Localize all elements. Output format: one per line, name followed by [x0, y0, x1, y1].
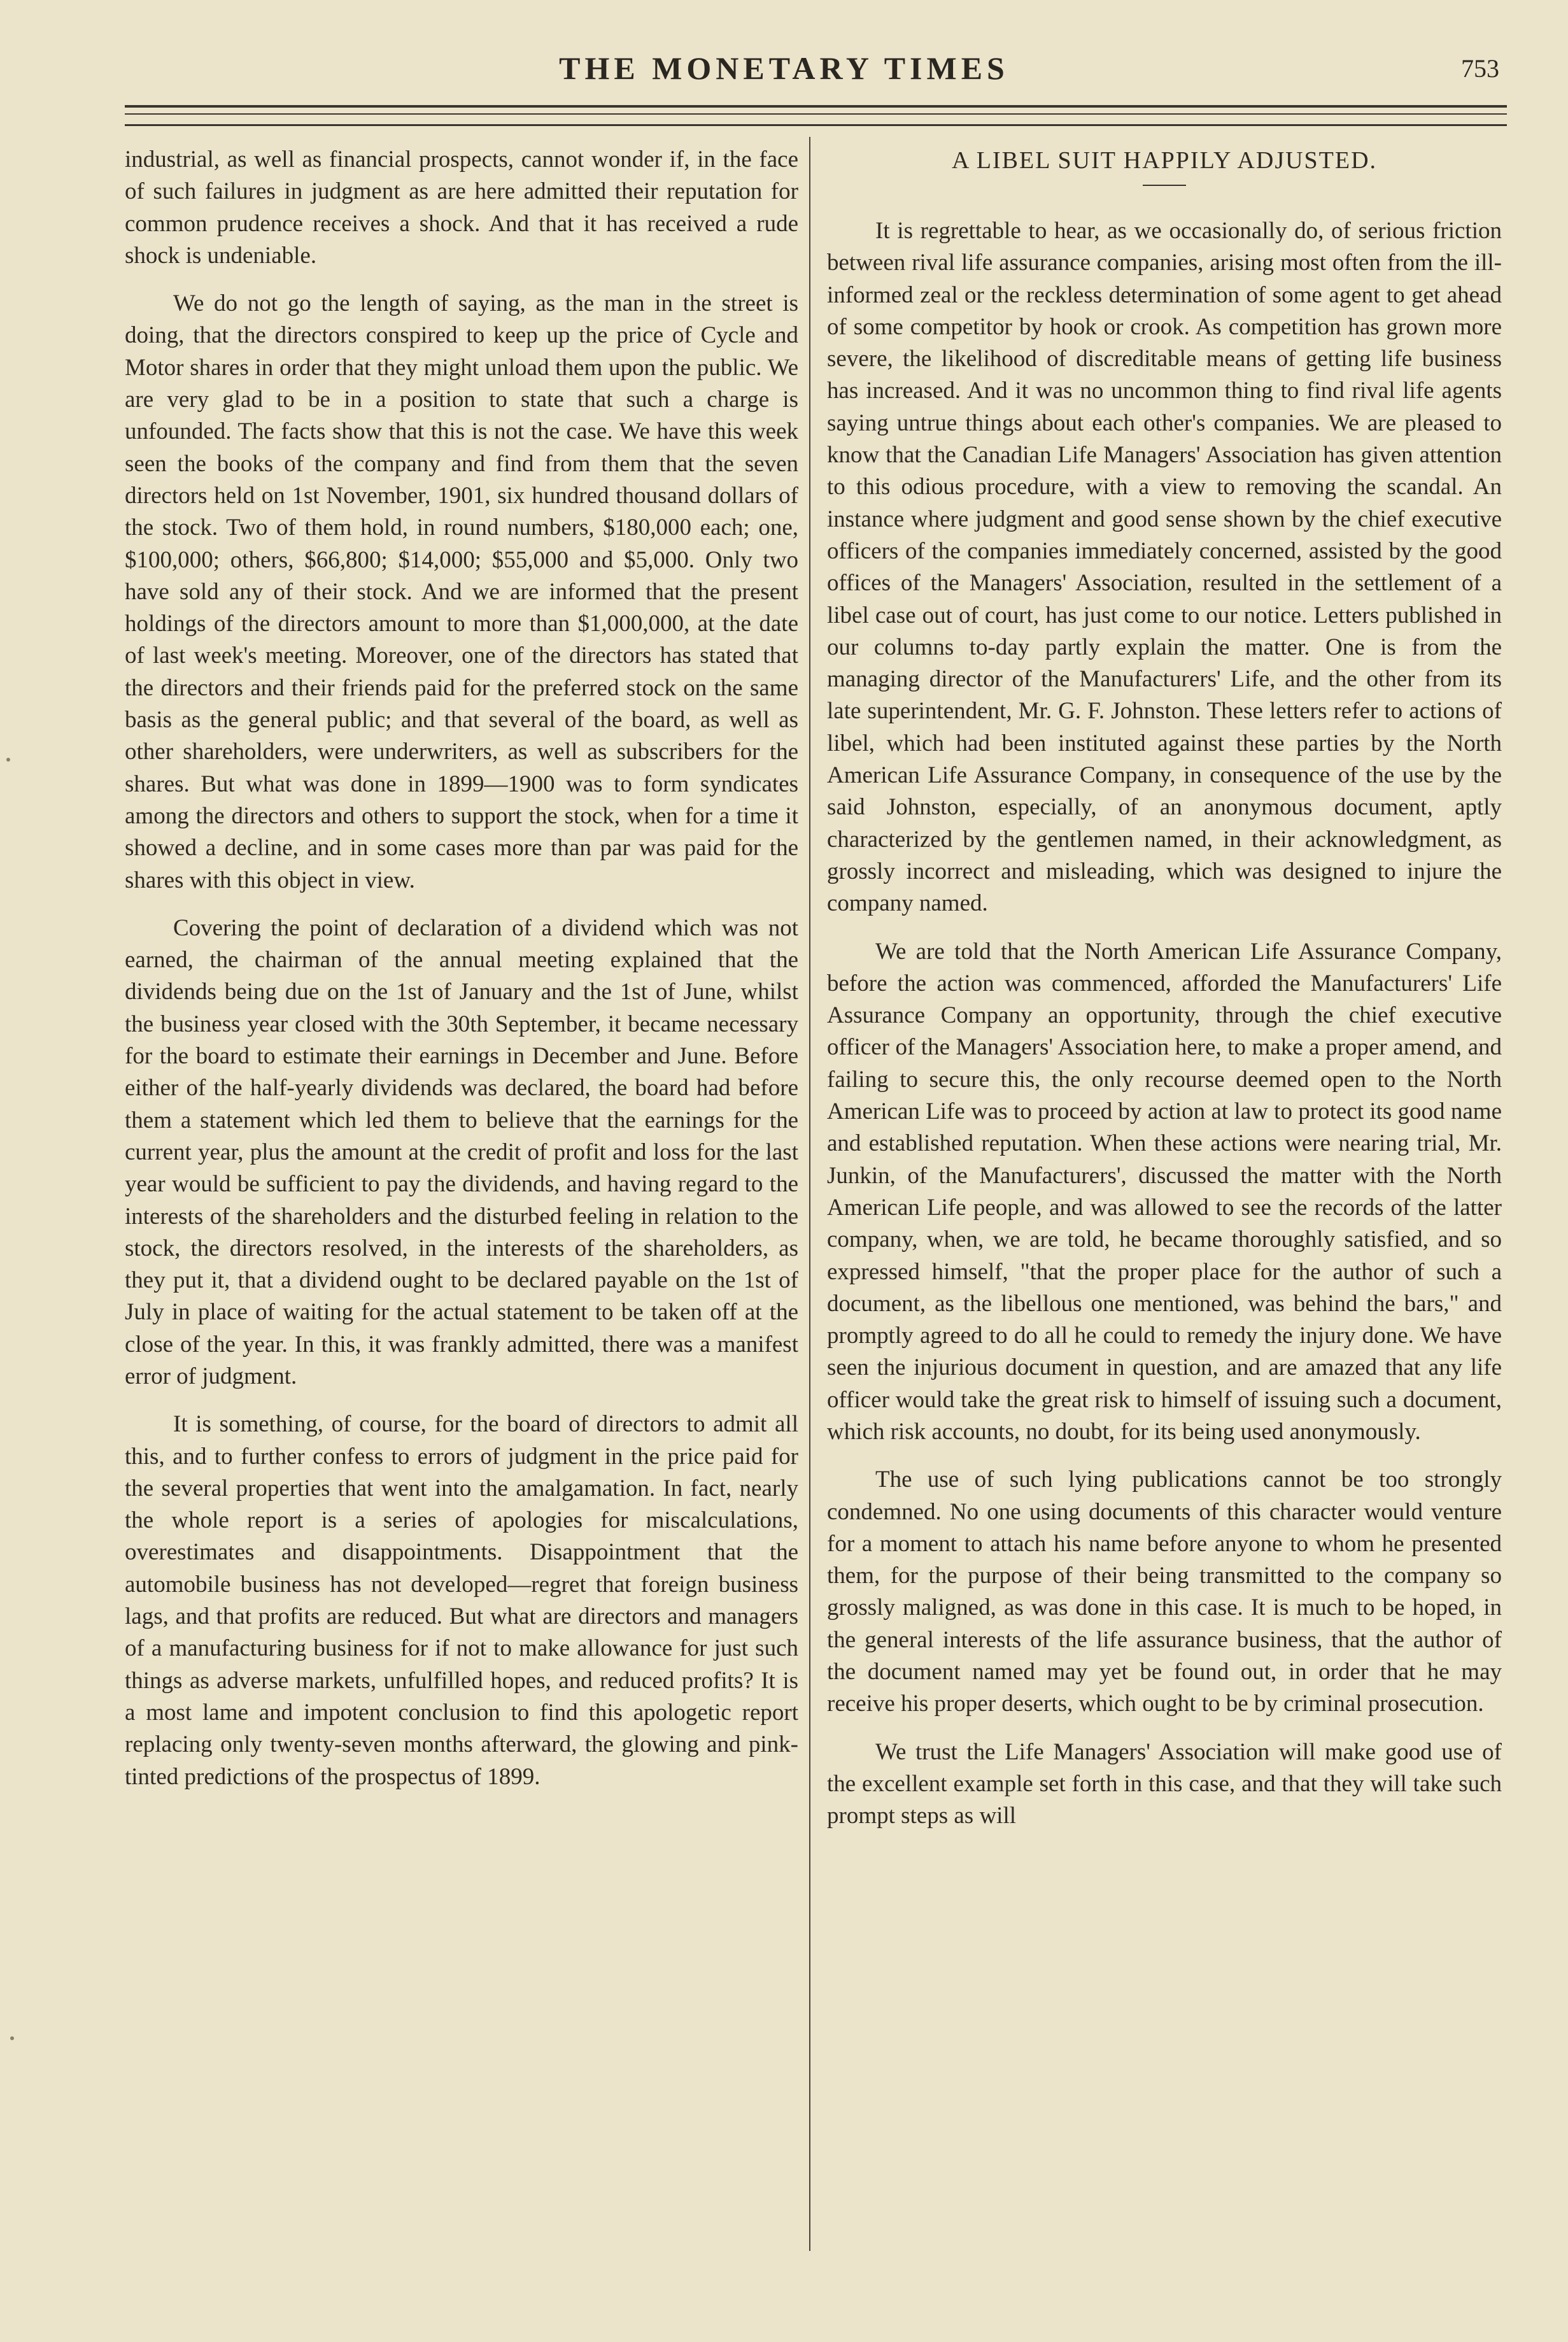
- paragraph: It is regrettable to hear, as we occasionally do, of serious friction between rival life assurance companies, arising most often from the ill-informed zeal or the reckless determination of some agent to get ahead of some competitor by hook or crook. As competition has grown more severe, the likelihood of discreditable means of getting life business has increased. And it was no uncommon thing to find rival life agents saying untrue things about each other's companies. We are pleased to know that the Canadian Life Managers' Association has given attention to this odious procedure, with a view to removing the scandal. An instance where judgment and good sense shown by the chief executive officers of the companies immediately concerned, assisted by the good offices of the Managers' Association, resulted in the settlement of a libel case out of court, has just come to our notice. Letters published in our columns to-day partly explain the matter. One is from the managing director of the Manufacturers' Life, and the other from its late superintendent, Mr. G. F. Johnston. These letters refer to actions of libel, which had been instituted against these parties by the North American Life Assurance Company, in consequence of the use by the said Johnston, especially, of an anonymous document, aptly characterized by the gentlemen named, in their acknowledgment, as grossly incorrect and misleading, which was designed to injure the company named.: [827, 218, 1502, 917]
- masthead: THE MONETARY TIMES: [559, 50, 1009, 86]
- paragraph: We do not go the length of saying, as the man in the street is doing, that the directors conspired to keep up the price of Cycle and Motor shares in order that they might unload them upon the public. We are very glad to be in a position to state that such a charge is unfounded. The facts show that this is not the case. We have this week seen the books of the company and find from them that the seven directors held on 1st November, 1901, six hundred thousand dollars of the stock. Two of them hold, in round numbers, $180,000 each; one, $100,000; others, $66,800; $14,000; $55,000 and $5,000. Only two have sold any of their stock. And we are informed that the present holdings of the directors amount to more than $1,000,000, at the date of last week's meeting. Moreover, one of the directors has stated that the directors and their friends paid for the preferred stock on the same basis as the general public; and that several of the board, as well as other shareholders, were underwriters, as well as subscribers for the shares. But what was done in 1899—1900 was to form syndicates among the directors and others to support the stock, when for a time it showed a decline, and in some cases more than par was paid for the shares with this object in view.: [125, 290, 798, 893]
- header-rule: [125, 124, 1507, 126]
- paragraph: industrial, as well as financial prospects, cannot wonder if, in the face of such failures in judgment as are here admitted their reputation for common prudence receives a shock. And that it has received a rude shock is undeniable.: [125, 146, 798, 269]
- paper-speck: [6, 758, 10, 762]
- right-column: [827, 144, 1502, 1833]
- paragraph: Covering the point of declaration of a dividend which was not earned, the chairman of the annual meeting explained that the dividends being due on the 1st of January and the 1st of June, whilst the business year closed with the 30th September, it became necessary for the board to estimate their earnings in December and June. Before either of the half-yearly dividends was declared, the board had before them a statement which led them to believe that the earnings for the current year, plus the amount at the credit of profit and loss for the last year would be sufficient to pay the dividends, and having regard to the interests of the shareholders and the disturbed feeling in relation to the stock, the directors resolved, in the interests of the shareholders, as they put it, that a dividend ought to be declared payable on the 1st of July in place of waiting for the actual statement to be taken off at the close of the year. In this, it was frankly admitted, there was a manifest error of judgment.: [125, 914, 798, 1389]
- paragraph: We trust the Life Managers' Association will make good use of the excellent example set forth in this case, and that they will take such prompt steps as will: [827, 1738, 1502, 1829]
- header-rule: [125, 105, 1507, 108]
- heading-rule: [1143, 185, 1186, 186]
- paragraph: The use of such lying publications cannot be too strongly condemned. No one using documents of this character would venture for a moment to attach his name before anyone to whom he presented them, for the purpose of their being transmitted to the company so grossly maligned, as was done in this case. It is much to be hoped, in the general interests of the life assurance business, that the author of the document named may yet be found out, in order that he may receive his proper deserts, which ought to be by criminal prosecution.: [827, 1466, 1502, 1717]
- page-number: 753: [1461, 54, 1499, 83]
- paragraph: We are told that the North American Life Assurance Company, before the action was commenced, afforded the Manufacturers' Life Assurance Company an opportunity, through the chief executive officer of the Managers' Association here, to make a proper amend, and failing to secure this, the only recourse deemed open to the North American Life was to proceed by action at law to protect its good name and established reputation. When these actions were nearing trial, Mr. Junkin, of the Manufacturers', discussed the matter with the North American Life people, and was allowed to see the records of the latter company, when, we are told, he became thoroughly satisfied, and so expressed himself, "that the proper place for the author of such a document, as the libellous one mentioned, was behind the bars," and promptly agreed to do all he could to remedy the injury done. We have seen the injurious document in question, and are amazed that any life officer would take the great risk to himself of issuing such a document, which risk accounts, no doubt, for its being used anonymously.: [827, 938, 1502, 1445]
- paper-speck: [10, 2036, 14, 2040]
- left-column: [125, 144, 798, 1809]
- article-heading: A LIBEL SUIT HAPPILY ADJUSTED.: [951, 147, 1378, 174]
- column-divider: [809, 137, 810, 2251]
- paragraph: It is something, of course, for the board of directors to admit all this, and to further confess to errors of judgment in the price paid for the several properties that went into the amalgamation. In fact, nearly the whole report is a series of apologies for miscalculations, overestimates and disappointments. Disappointment that the automobile business has not developed—regret that foreign business lags, and that profits are reduced. But what are directors and managers of a manufacturing business for if not to make allowance for just such things as adverse markets, unfulfilled hopes, and reduced profits? It is a most lame and impotent conclusion to find this apologetic report replacing only twenty-seven months afterward, the glowing and pink-tinted predictions of the prospectus of 1899.: [125, 1411, 798, 1790]
- header-rule: [125, 113, 1507, 115]
